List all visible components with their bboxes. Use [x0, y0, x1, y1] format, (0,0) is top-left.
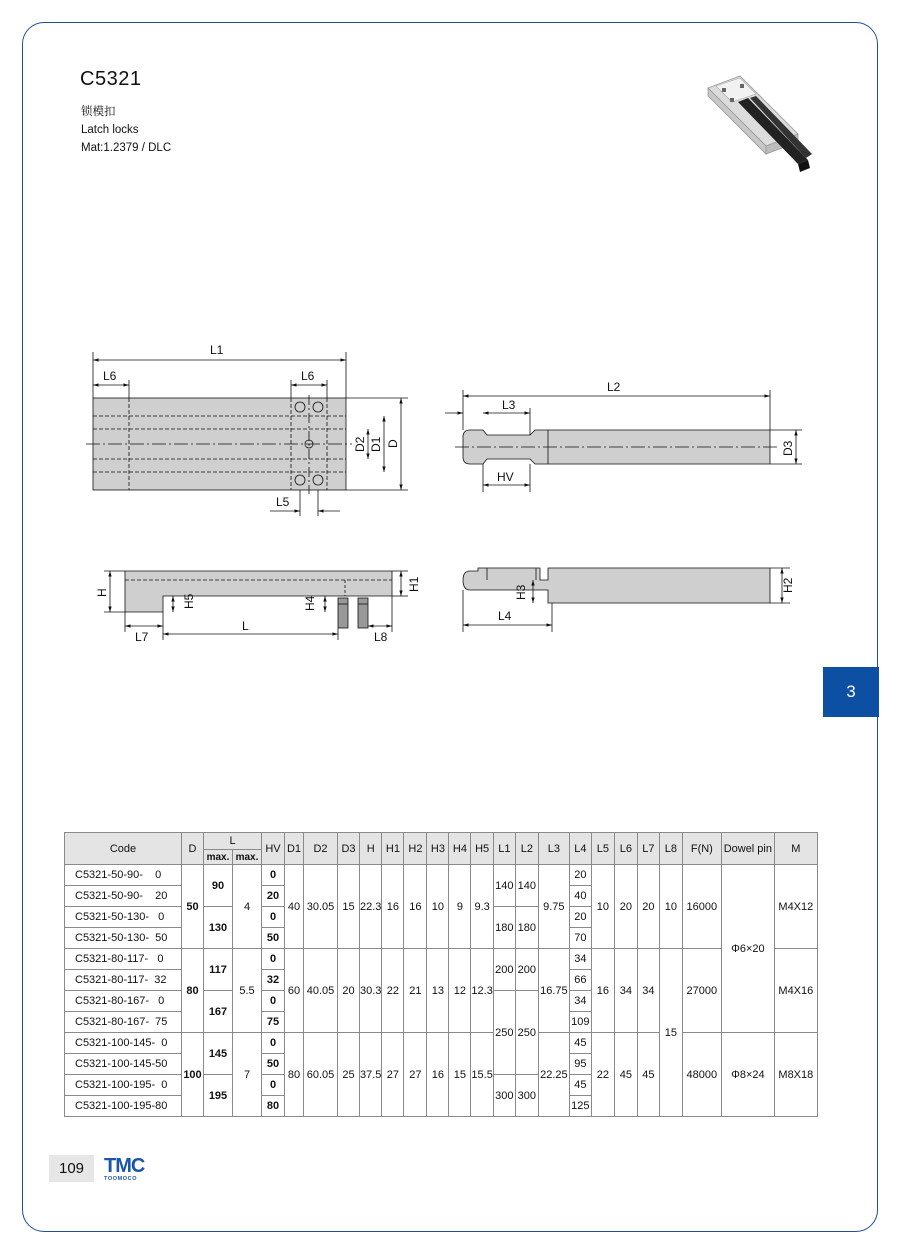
cell-h1: 22: [382, 949, 404, 1033]
cell-l2: 250: [515, 991, 538, 1075]
col-l: L: [204, 833, 262, 850]
cell-h4: 12: [449, 949, 471, 1033]
cell-hv: 32: [262, 970, 285, 991]
cell-l: 145: [204, 1033, 233, 1075]
col-h4: H4: [449, 833, 471, 865]
col-l1: L1: [493, 833, 515, 865]
dim-L6-right: L6: [301, 369, 315, 383]
cell-code: C5321-100-195- 0: [65, 1075, 182, 1096]
logo-subtext: TOOMOCO: [104, 1176, 138, 1182]
col-hv: HV: [262, 833, 285, 865]
cell-hv: 75: [262, 1012, 285, 1033]
cell-h3: 16: [427, 1033, 449, 1117]
cell-l6: 34: [614, 949, 637, 1033]
cell-force: 48000: [682, 1033, 721, 1117]
cell-hv: 0: [262, 991, 285, 1012]
cell-h3: 10: [427, 865, 449, 949]
page-number: 109: [49, 1155, 94, 1182]
cell-h1: 16: [382, 865, 404, 949]
dim-L8: L8: [374, 630, 388, 644]
cell-lmax: 4: [233, 865, 262, 949]
spec-table: [64, 832, 818, 1117]
cell-h2: 16: [404, 865, 427, 949]
col-force: F(N): [682, 833, 721, 865]
cell-l6: 45: [614, 1033, 637, 1117]
col-dowel-pin: Dowel pin: [721, 833, 774, 865]
cell-l7: 45: [637, 1033, 659, 1117]
cell-l3: 22.25: [538, 1033, 569, 1117]
dim-H3: H3: [514, 584, 528, 600]
cell-l4: 70: [569, 928, 591, 949]
col-code: Code: [65, 833, 182, 865]
dim-L6: L6: [103, 369, 117, 383]
col-h2: H2: [404, 833, 427, 865]
cell-l4: 34: [569, 991, 591, 1012]
col-l-max: max.: [204, 850, 233, 865]
dim-D3: D3: [781, 440, 795, 456]
cell-m: M8X18: [774, 1033, 817, 1117]
cell-d1: 60: [285, 949, 304, 1033]
product-name-en: Latch locks: [81, 124, 139, 136]
table-row: [65, 865, 818, 886]
cell-d1: 40: [285, 865, 304, 949]
cell-l4: 20: [569, 907, 591, 928]
cell-l1: 200: [493, 949, 515, 991]
cell-l1: 140: [493, 865, 515, 907]
dim-H5: H5: [182, 593, 196, 609]
cell-lmax: 7: [233, 1033, 262, 1117]
cell-hv: 50: [262, 1054, 285, 1075]
cell-h5: 12.3: [471, 949, 493, 1033]
cell-m: M4X16: [774, 949, 817, 1033]
cell-h4: 9: [449, 865, 471, 949]
cell-hv: 20: [262, 886, 285, 907]
cell-d3: 20: [338, 949, 360, 1033]
cell-code: C5321-50-130- 0: [65, 907, 182, 928]
cell-l1: 250: [493, 991, 515, 1075]
cell-d1: 80: [285, 1033, 304, 1117]
cell-l2: 140: [515, 865, 538, 907]
col-m: M: [774, 833, 817, 865]
cell-l4: 45: [569, 1033, 591, 1054]
cell-d: 80: [182, 949, 204, 1033]
cell-h3: 13: [427, 949, 449, 1033]
cell-l4: 34: [569, 949, 591, 970]
cell-dowel-pin: Φ8×24: [721, 1033, 774, 1117]
cell-h: 22.3: [360, 865, 382, 949]
cell-code: C5321-80-117- 32: [65, 970, 182, 991]
cell-l4: 109: [569, 1012, 591, 1033]
cell-dowel-pin: Φ6×20: [721, 865, 774, 1033]
cell-h5: 9.3: [471, 865, 493, 949]
col-d2: D2: [304, 833, 338, 865]
cell-l: 195: [204, 1075, 233, 1117]
cell-l4: 66: [569, 970, 591, 991]
cell-l4: 40: [569, 886, 591, 907]
cell-l3: 16.75: [538, 949, 569, 1033]
cell-l2: 180: [515, 907, 538, 949]
col-l5: L5: [591, 833, 614, 865]
col-l7: L7: [637, 833, 659, 865]
col-h: H: [360, 833, 382, 865]
cell-h5: 15.5: [471, 1033, 493, 1117]
dim-L7: L7: [135, 630, 149, 644]
cell-l4: 95: [569, 1054, 591, 1075]
cell-h2: 27: [404, 1033, 427, 1117]
material-spec: Mat:1.2379 / DLC: [81, 142, 172, 154]
dim-L2: L2: [607, 380, 621, 394]
dim-H4: H4: [303, 595, 317, 611]
cell-code: C5321-80-117- 0: [65, 949, 182, 970]
cell-d3: 15: [338, 865, 360, 949]
cell-l: 167: [204, 991, 233, 1033]
cell-d: 100: [182, 1033, 204, 1117]
cell-l2: 300: [515, 1075, 538, 1117]
col-h1: H1: [382, 833, 404, 865]
cell-hv: 0: [262, 949, 285, 970]
cell-code: C5321-80-167- 0: [65, 991, 182, 1012]
cell-hv: 0: [262, 1033, 285, 1054]
dim-L3: L3: [502, 398, 516, 412]
cell-l: 130: [204, 907, 233, 949]
table-row: [65, 1033, 818, 1054]
dim-D: D: [386, 439, 400, 448]
chapter-tab[interactable]: 3: [823, 667, 879, 717]
cell-code: C5321-50-130- 50: [65, 928, 182, 949]
cell-code: C5321-50-90- 20: [65, 886, 182, 907]
col-l8: L8: [659, 833, 682, 865]
cell-l8: 15: [659, 949, 682, 1117]
col-h3: H3: [427, 833, 449, 865]
dim-H1: H1: [407, 576, 421, 592]
cell-l7: 34: [637, 949, 659, 1033]
cell-code: C5321-50-90- 0: [65, 865, 182, 886]
cell-l8: 10: [659, 865, 682, 949]
dim-L: L: [242, 619, 249, 633]
col-d: D: [182, 833, 204, 865]
cell-l: 117: [204, 949, 233, 991]
dim-HV: HV: [497, 470, 514, 484]
table-row: [65, 949, 818, 970]
cell-m: M4X12: [774, 865, 817, 949]
cell-l4: 45: [569, 1075, 591, 1096]
cell-d: 50: [182, 865, 204, 949]
product-code-title: C5321: [80, 68, 142, 90]
cell-force: 16000: [682, 865, 721, 949]
col-l4: L4: [569, 833, 591, 865]
cell-h2: 21: [404, 949, 427, 1033]
dim-L4: L4: [498, 609, 512, 623]
col-h5: H5: [471, 833, 493, 865]
cell-lmax: 5.5: [233, 949, 262, 1033]
product-name-cn: 锁模扣: [81, 106, 116, 118]
cell-code: C5321-100-195-80: [65, 1096, 182, 1117]
cell-h: 37.5: [360, 1033, 382, 1117]
cell-d2: 40.05: [304, 949, 338, 1033]
dim-L5: L5: [276, 495, 290, 509]
col-l-max-2: max.: [233, 850, 262, 865]
dim-D2: D2: [353, 436, 367, 452]
cell-l3: 9.75: [538, 865, 569, 949]
col-d3: D3: [338, 833, 360, 865]
cell-l5: 10: [591, 865, 614, 949]
cell-l6: 20: [614, 865, 637, 949]
cell-l5: 16: [591, 949, 614, 1033]
cell-l2: 200: [515, 949, 538, 991]
cell-l1: 180: [493, 907, 515, 949]
cell-d3: 25: [338, 1033, 360, 1117]
col-l6: L6: [614, 833, 637, 865]
cell-l: 90: [204, 865, 233, 907]
cell-h4: 15: [449, 1033, 471, 1117]
cell-code: C5321-100-145-50: [65, 1054, 182, 1075]
cell-code: C5321-100-145- 0: [65, 1033, 182, 1054]
cell-l4: 125: [569, 1096, 591, 1117]
cell-h: 30.3: [360, 949, 382, 1033]
cell-hv: 0: [262, 865, 285, 886]
cell-hv: 0: [262, 907, 285, 928]
col-d1: D1: [285, 833, 304, 865]
col-l2: L2: [515, 833, 538, 865]
dim-D1: D1: [369, 436, 383, 452]
cell-l4: 20: [569, 865, 591, 886]
cell-h1: 27: [382, 1033, 404, 1117]
dim-H2: H2: [781, 577, 795, 593]
cell-hv: 50: [262, 928, 285, 949]
col-l3: L3: [538, 833, 569, 865]
cell-l7: 20: [637, 865, 659, 949]
cell-force: 27000: [682, 949, 721, 1033]
dim-L1: L1: [210, 343, 224, 357]
cell-d2: 60.05: [304, 1033, 338, 1117]
cell-hv: 80: [262, 1096, 285, 1117]
logo-text: TMC: [104, 1155, 145, 1177]
cell-d2: 30.05: [304, 865, 338, 949]
cell-code: C5321-80-167- 75: [65, 1012, 182, 1033]
cell-hv: 0: [262, 1075, 285, 1096]
tmc-logo: [104, 1157, 144, 1182]
dim-H: H: [95, 588, 109, 597]
cell-l1: 300: [493, 1075, 515, 1117]
cell-l5: 22: [591, 1033, 614, 1117]
